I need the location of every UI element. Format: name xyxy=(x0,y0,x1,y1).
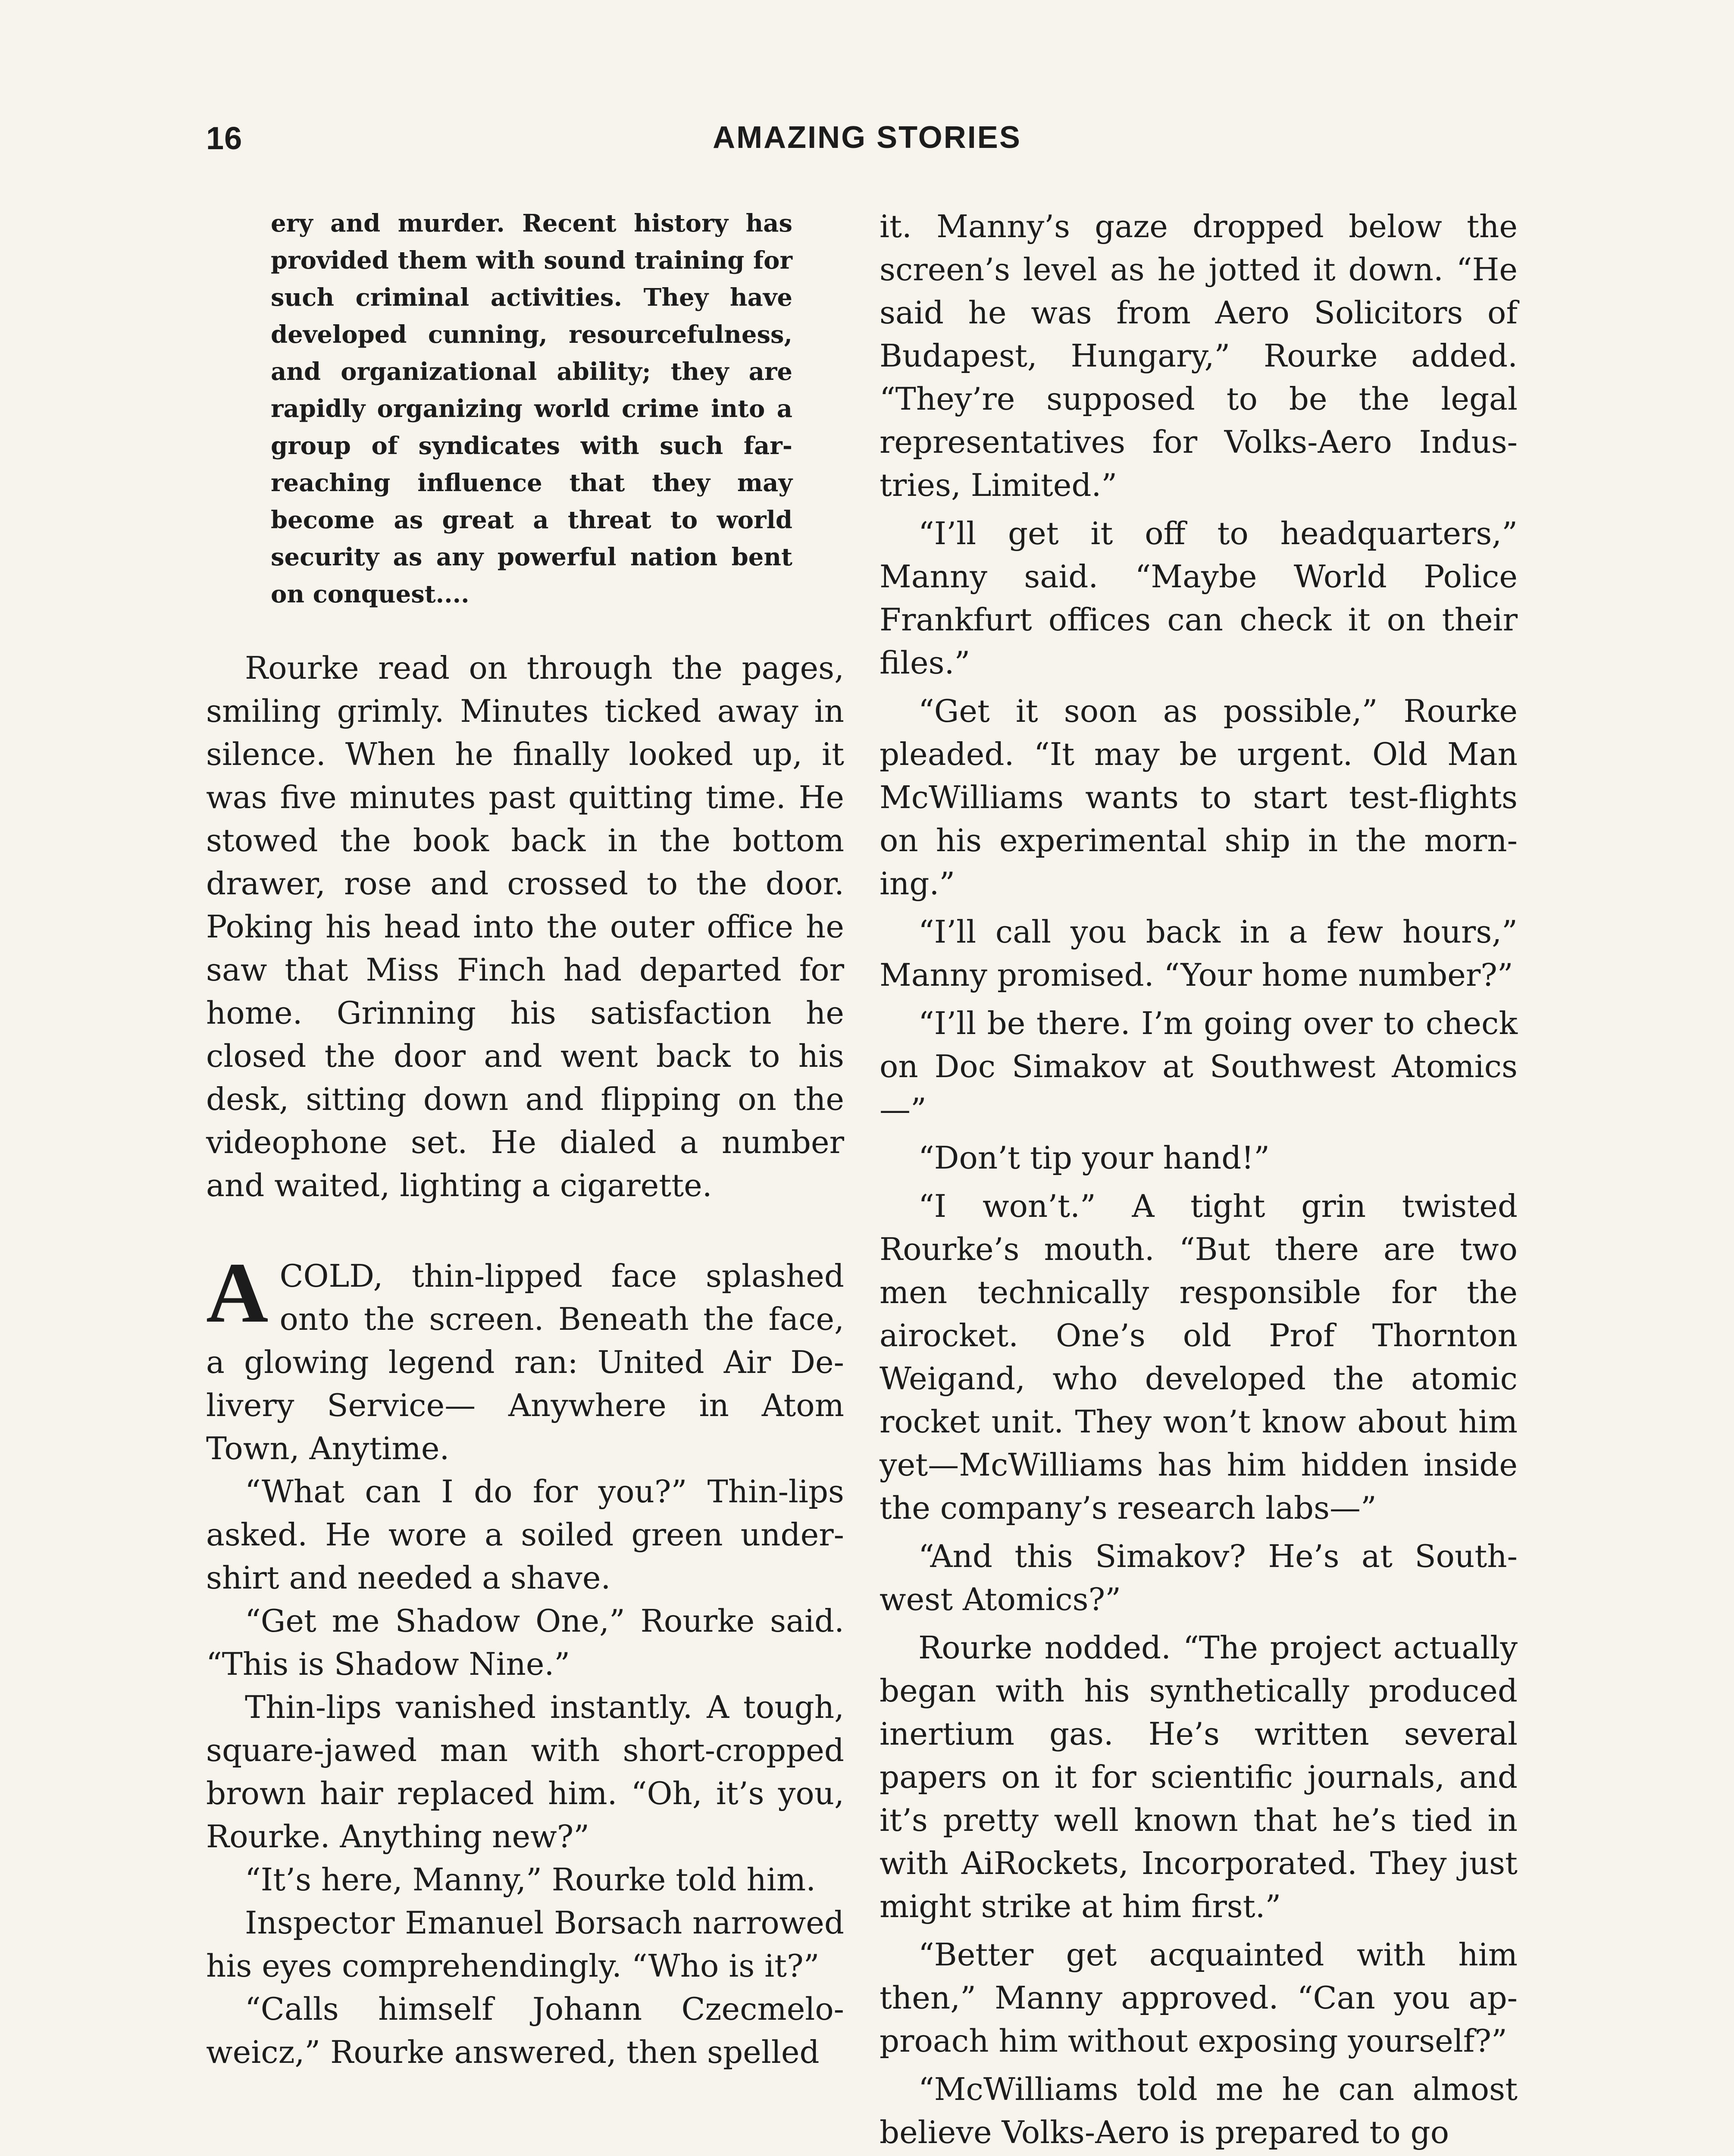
paragraph: “I won’t.” A tight grin twisted Rourke’s mouth. “But there are two men technically responsible for the airocket. One’s old Prof Thornton Weigand, who developed the atomic rocket unit. They won’t know about him yet—McWilliams has him hidden inside the company’s research labs—” xyxy=(880,1188,1518,1526)
page-header xyxy=(206,120,1528,167)
paragraph: “Get it soon as possible,” Rourke pleaded. “It may be urgent. Old Man McWilliams wants to start test-flights on his experimental ship in the morning.” xyxy=(880,693,1518,902)
paragraph-dropcap xyxy=(206,1245,844,1470)
paragraph: “It’s here, Manny,” Rourke told him. xyxy=(245,1861,816,1898)
running-title: AMAZING STORIES xyxy=(713,120,1021,155)
paragraph: it. Manny’s gaze dropped below the screen’s level as he jotted it down. “He said he was from Aero Solicitors of Budapest, Hungary,” Rourke added. “They’re supposed to be the legal representatives for Volks-Aero Industries, Limited.” xyxy=(880,208,1518,503)
paragraph: “Don’t tip your hand!” xyxy=(918,1140,1270,1176)
paragraph: Rourke nodded. “The project actually began with his synthetically produced inertium gas. He’s written several papers on it for scientific journals, and it’s pretty well known that he’s tied in with AiRockets, Incorporated. They just might strike at him first.” xyxy=(880,1630,1518,1924)
paragraph: “Better get acquainted with him then,” Manny approved. “Can you approach him without exposing yourself?” xyxy=(880,1937,1518,2059)
paragraph: Inspector Emanuel Borsach narrowed his eyes comprehendingly. “Who is it?” xyxy=(206,1905,844,1984)
paragraph: “McWilliams told me he can almost believe Volks-Aero is prepared to go xyxy=(880,2071,1518,2150)
left-column xyxy=(206,205,844,2074)
paragraph: “I’ll get it off to headquarters,” Manny said. “Maybe World Police Frankfurt offices can check it on their files.” xyxy=(880,515,1518,681)
paragraph: “I’ll call you back in a few hours,” Manny promised. “Your home number?” xyxy=(880,914,1518,993)
book-extract: ery and murder. Recent history has provided them with sound training for such criminal activities. They have developed cunning, resourcefulness, and organizational ability; they are rapidly organizing world crime into a group of syndicates with such far-reaching influence that they may become as great a threat to world security as any powerful nation bent on conquest.... xyxy=(271,209,792,608)
paragraph: “What can I do for you?” Thin-lips asked. He wore a soiled green undershirt and needed a shave. xyxy=(206,1473,844,1596)
paragraph-text: COLD, thin-lipped face splashed onto the screen. Beneath the face, a glowing legend ran: United Air Delivery Service— Anywhere in Atom Town, Anytime. xyxy=(206,1258,844,1467)
page-number: 16 xyxy=(206,120,243,156)
paragraph: “And this Simakov? He’s at Southwest Atomics?” xyxy=(880,1538,1518,1617)
right-column xyxy=(880,205,1518,2156)
paragraph: Rourke read on through the pages, smiling grimly. Minutes ticked away in silence. When he finally looked up, it was five minutes past quitting time. He stowed the book back in the bottom drawer, rose and crossed to the door. Poking his head into the outer office he saw that Miss Finch had departed for home. Grinning his satisfaction he closed the door and went back to his desk, sitting down and flipping on the videophone set. He dialed a number and waited, lighting a cigarette. xyxy=(206,650,844,1203)
section-break xyxy=(206,1207,844,1254)
paragraph: Thin-lips vanished instantly. A tough, square-jawed man with short-cropped brown hair replaced him. “Oh, it’s you, Rourke. Anything new?” xyxy=(206,1689,844,1855)
paragraph: “Get me Shadow One,” Rourke said. “This is Shadow Nine.” xyxy=(206,1603,844,1682)
paragraph: “I’ll be there. I’m going over to check on Doc Simakov at Southwest Atomics—” xyxy=(880,1005,1518,1128)
drop-cap: A xyxy=(206,1245,269,1341)
paragraph: “Calls himself Johann Czecmeloweicz,” Rourke answered, then spelled xyxy=(206,1991,844,2070)
